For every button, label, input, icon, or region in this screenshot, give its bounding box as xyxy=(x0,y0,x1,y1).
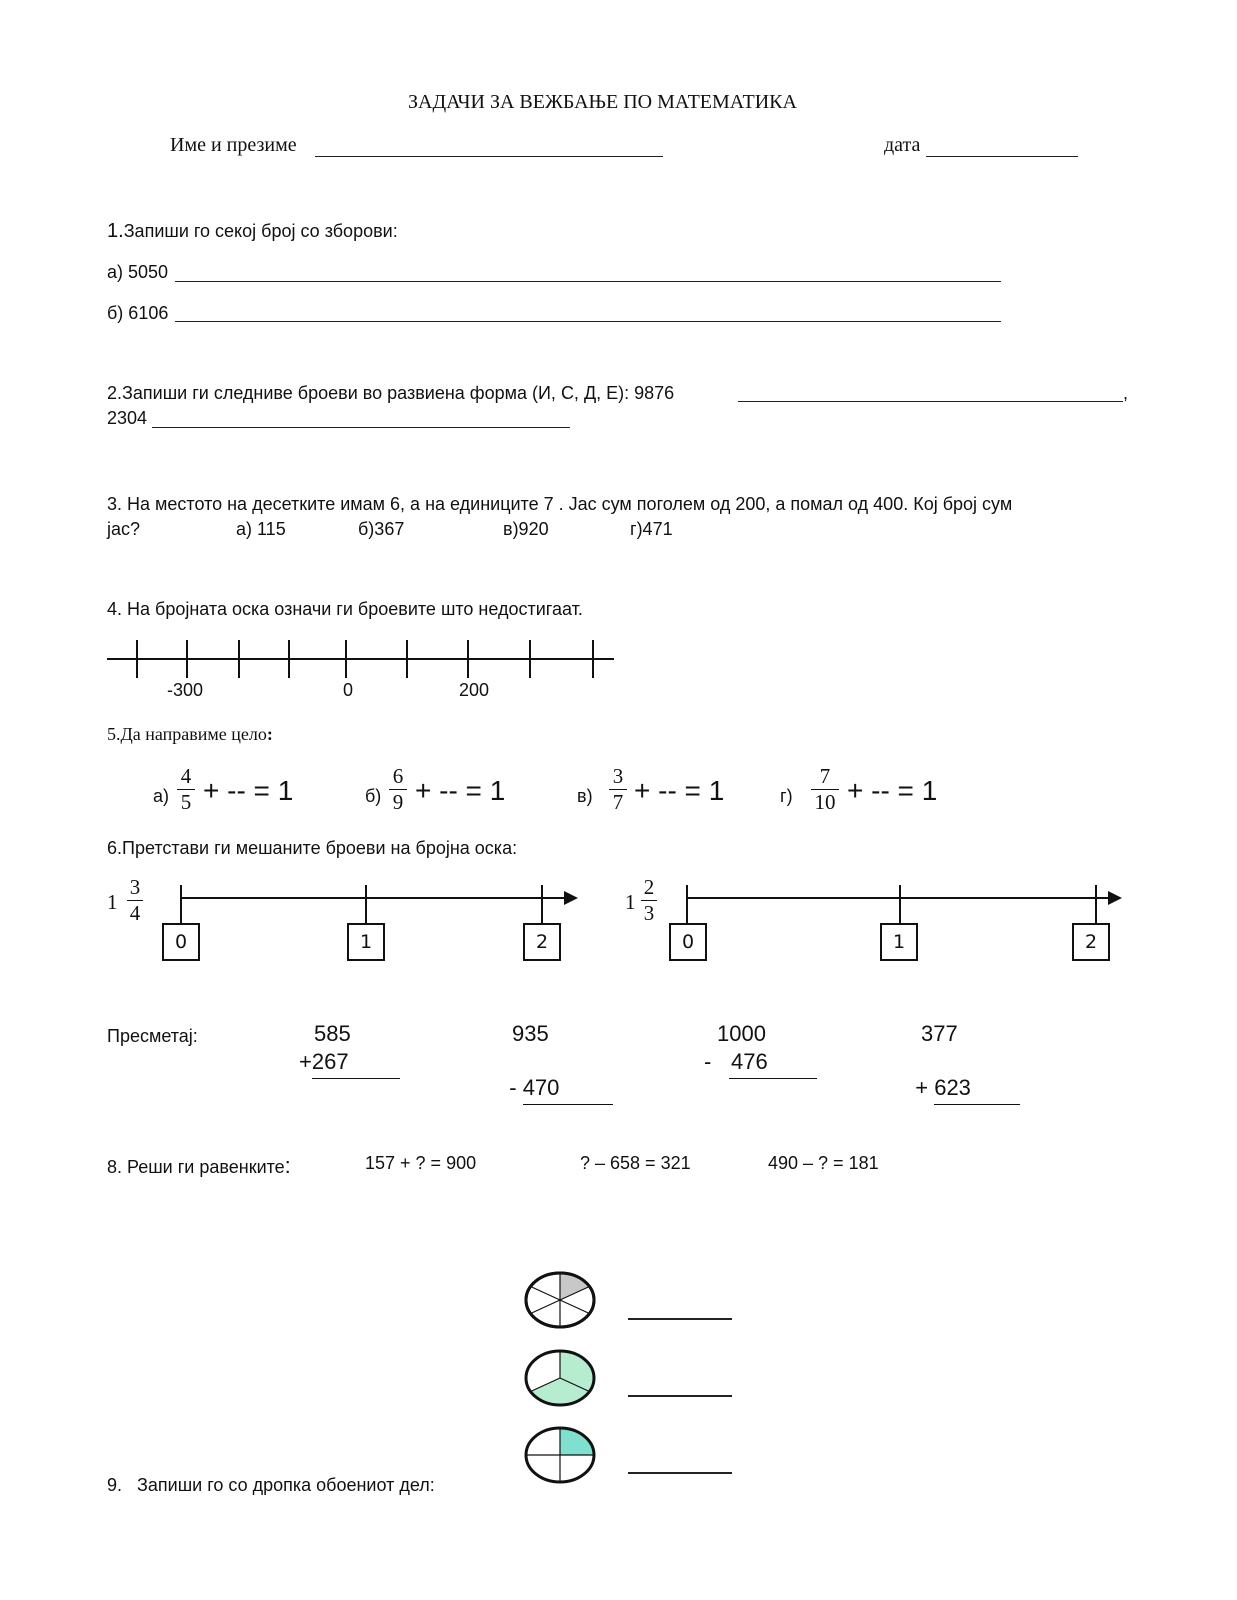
task3-option-c[interactable]: в)920 xyxy=(503,519,549,539)
number-line-tick xyxy=(186,640,188,678)
task1-prompt xyxy=(107,220,398,243)
task5-d-equation: + -- = 1 xyxy=(847,775,938,806)
number-line-axis xyxy=(107,658,614,660)
circle-sixths-icon xyxy=(520,1268,600,1332)
equation-2: ? – 658 = 321 xyxy=(580,1153,691,1173)
task5-prompt xyxy=(107,724,273,745)
task8-text: 8. Реши ги равенките xyxy=(107,1157,285,1177)
fraction-denominator: 3 xyxy=(643,901,655,926)
number-line-tick xyxy=(529,640,531,678)
arrowhead-icon xyxy=(1108,891,1122,905)
task5-a-equation: + -- = 1 xyxy=(203,775,294,806)
mixed1-fraction xyxy=(127,876,143,924)
calc3-bottom-row xyxy=(729,1049,817,1079)
number-line-tick xyxy=(238,640,240,678)
number-line-label-0: 0 xyxy=(343,680,354,700)
calc4-bottom: 623 xyxy=(934,1075,1020,1105)
task5-b-fraction xyxy=(389,765,407,813)
task3-line1: 3. На местото на десетките имам 6, а на единиците 7 . Јас сум поголем од 200, а помал од 400. Кој број сум xyxy=(107,494,1013,514)
number-line-tick xyxy=(467,640,469,678)
fraction-denominator: 5 xyxy=(180,790,192,815)
task1-answer-line-a[interactable] xyxy=(175,281,1001,282)
task8-colon: : xyxy=(284,1153,291,1178)
number-line-tick xyxy=(406,640,408,678)
calc1-top: 585 xyxy=(314,1021,351,1046)
task8-prompt xyxy=(107,1153,291,1179)
task5-c-label: в) xyxy=(577,786,593,806)
task5-b-equation: + -- = 1 xyxy=(415,775,506,806)
fraction-numerator: 4 xyxy=(180,764,192,788)
fraction-numerator: 7 xyxy=(819,764,831,788)
task2-comma: , xyxy=(1123,383,1129,403)
task5-b-label: б) xyxy=(365,786,382,806)
line1-box-0: 0 xyxy=(162,923,200,961)
task2-second-number: 2304 xyxy=(107,408,148,428)
calc1-bottom-row xyxy=(299,1049,400,1079)
task1-answer-line-b[interactable] xyxy=(175,321,1001,322)
task3-line2: јас? xyxy=(107,519,141,539)
number-line-2 xyxy=(676,880,1126,926)
task3-option-d[interactable]: г)471 xyxy=(630,519,673,539)
line2-box-1: 1 xyxy=(880,923,918,961)
task7-label: Пресметај: xyxy=(107,1026,198,1046)
number-line-tick xyxy=(592,640,594,678)
page-title: ЗАДАЧИ ЗА ВЕЖБАЊЕ ПО МАТЕМАТИКА xyxy=(408,91,797,113)
calc3-operator: - xyxy=(704,1049,712,1074)
task3-option-a[interactable]: а) 115 xyxy=(236,519,286,539)
task1-text: Запиши го секој број со зборови: xyxy=(123,221,398,241)
task5-a-label: а) xyxy=(153,786,170,806)
fraction-denominator: 10 xyxy=(814,790,836,815)
calc4-bottom-row xyxy=(903,1049,1020,1105)
task1-item-b: б) 6106 xyxy=(107,303,169,323)
task9-prompt: 9. Запиши го со дропка обоениот дел: xyxy=(107,1475,435,1495)
number-line-tick xyxy=(136,640,138,678)
number-line-1 xyxy=(170,880,590,926)
mixed1-whole: 1 xyxy=(107,890,118,914)
date-label: дата xyxy=(884,134,921,156)
number-line-label-200: 200 xyxy=(459,680,490,700)
calc1-operator: + xyxy=(299,1049,312,1074)
task3-option-b[interactable]: б)367 xyxy=(358,519,405,539)
task2-answer-line-1[interactable] xyxy=(738,401,1123,402)
task5-c-fraction xyxy=(609,765,627,813)
fraction-denominator: 4 xyxy=(129,901,141,926)
line2-box-0: 0 xyxy=(669,923,707,961)
line1-box-2: 2 xyxy=(523,923,561,961)
calc4-operator: + xyxy=(915,1075,935,1100)
number-line-label-neg300: -300 xyxy=(167,680,204,700)
fraction-denominator: 7 xyxy=(612,790,624,815)
circle-quarters-icon xyxy=(520,1423,600,1487)
task1-item-a: а) 5050 xyxy=(107,262,169,282)
task2-answer-line-2[interactable] xyxy=(152,427,570,428)
task5-c-equation: + -- = 1 xyxy=(634,775,725,806)
calc2-operator: - xyxy=(509,1075,523,1100)
answer-line-circle-2[interactable] xyxy=(628,1395,732,1397)
answer-line-circle-3[interactable] xyxy=(628,1472,732,1474)
fraction-denominator: 9 xyxy=(392,790,404,815)
arrowhead-icon xyxy=(564,891,578,905)
fraction-numerator: 3 xyxy=(612,764,624,788)
mixed2-whole: 1 xyxy=(625,890,636,914)
number-line-tick xyxy=(345,640,347,678)
calc1-bottom: 267 xyxy=(312,1049,400,1079)
calc3-top: 1000 xyxy=(717,1021,766,1046)
calc4-top: 377 xyxy=(921,1021,958,1046)
name-label: Име и презиме xyxy=(170,134,297,156)
mixed2-fraction xyxy=(641,876,657,924)
answer-line-circle-1[interactable] xyxy=(628,1318,732,1320)
task1-number: 1. xyxy=(107,220,124,242)
task4-prompt: 4. На бројната оска означи ги броевите што недостигаат. xyxy=(107,599,583,619)
task5-d-label: г) xyxy=(780,786,793,806)
name-answer-line[interactable] xyxy=(315,156,663,157)
circle-thirds-icon xyxy=(520,1346,600,1410)
line1-box-1: 1 xyxy=(347,923,385,961)
task2-prompt: 2.Запиши ги следниве броеви во развиена форма (И, С, Д, Е): 9876 xyxy=(107,383,675,403)
equation-1: 157 + ? = 900 xyxy=(365,1153,477,1173)
equation-3: 490 – ? = 181 xyxy=(768,1153,879,1173)
task5-colon: : xyxy=(266,724,273,744)
calc2-bottom-row xyxy=(497,1049,613,1105)
calc2-top: 935 xyxy=(512,1021,549,1046)
calc3-bottom: 476 xyxy=(729,1049,817,1079)
date-answer-line[interactable] xyxy=(926,156,1078,157)
calc2-bottom: 470 xyxy=(523,1075,613,1105)
task5-text: 5.Да направиме цело xyxy=(107,724,267,744)
number-line-tick xyxy=(288,640,290,678)
line2-box-2: 2 xyxy=(1072,923,1110,961)
task5-d-fraction xyxy=(811,765,839,813)
fraction-numerator: 3 xyxy=(129,875,141,899)
task6-prompt: 6.Претстави ги мешаните броеви на бројна оска: xyxy=(107,838,518,858)
task5-a-fraction xyxy=(177,765,195,813)
fraction-numerator: 2 xyxy=(643,875,655,899)
fraction-numerator: 6 xyxy=(392,764,404,788)
